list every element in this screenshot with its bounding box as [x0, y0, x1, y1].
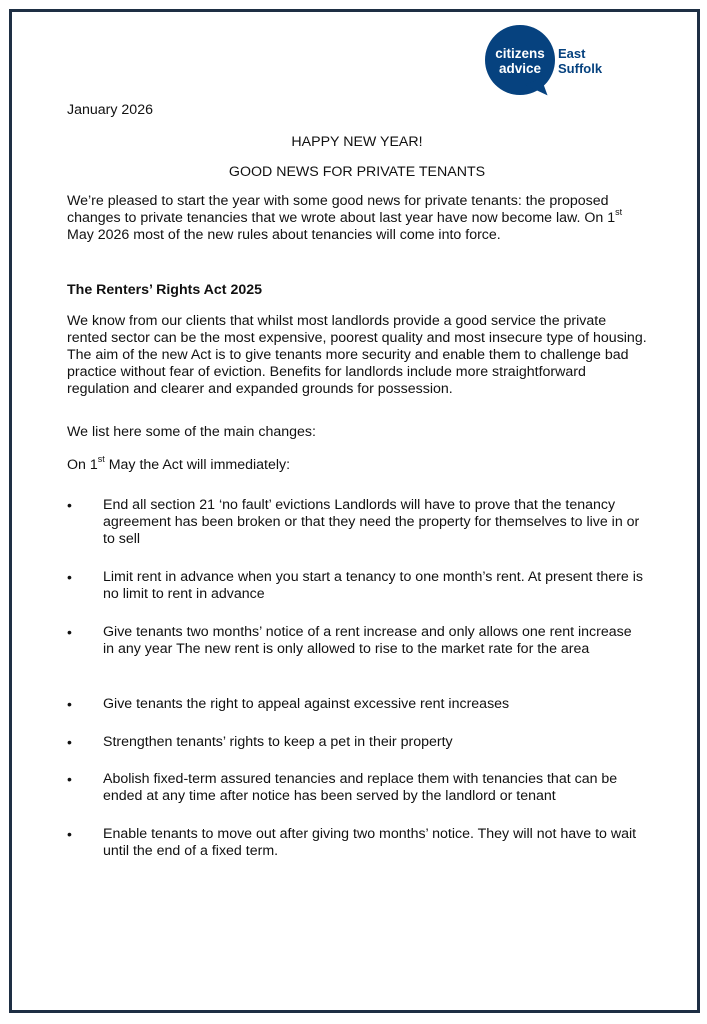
list-item: Strengthen tenants’ rights to keep a pet in their property: [103, 734, 453, 750]
intro-text-part1: We’re pleased to start the year with some good news for private tenants: the proposed changes to private tenancies that we wrote about last year have now become law. On 1: [67, 193, 616, 226]
intro-text-part2: May 2026 most of the new rules about tenancies will come into force.: [67, 227, 501, 243]
immediate-text-part2: May the Act will immediately:: [104, 457, 291, 473]
list-item: Give tenants two months’ notice of a rent increase and only allows one rent increase in any year The new rent is only allowed to rise to the market rate for the area: [103, 624, 632, 657]
intro-paragraph: [67, 193, 647, 244]
list-item: End all section 21 ‘no fault’ evictions Landlords will have to prove that the tenancy agreement has been broken or that they need the property for themselves to live in or to sell: [103, 497, 640, 547]
section-heading: The Renters’ Rights Act 2025: [67, 282, 263, 298]
list-item: Give tenants the right to appeal against excessive rent increases: [103, 696, 510, 712]
title-happy-new-year: HAPPY NEW YEAR!: [291, 134, 423, 150]
list-item: Limit rent in advance when you start a tenancy to one month’s rent. At present there is no limit to rent in advance: [103, 569, 643, 602]
immediate-text-part1: On 1: [67, 457, 98, 473]
logo-location-suffolk: Suffolk: [558, 61, 603, 76]
bullet-marker: •: [67, 569, 72, 585]
intro-superscript: st: [615, 207, 623, 218]
logo-location-east: East: [558, 46, 586, 61]
logo-text-citizens: citizens: [495, 46, 545, 61]
bullet-marker: •: [67, 497, 72, 513]
bullet-marker: •: [67, 826, 72, 842]
citizens-advice-logo: [485, 25, 615, 101]
list-intro: We list here some of the main changes:: [67, 424, 316, 440]
list-item: Enable tenants to move out after giving two months’ notice. They will not have to wait until the end of a fixed term.: [103, 826, 637, 859]
bullet-marker: •: [67, 696, 72, 712]
bullet-marker: •: [67, 771, 72, 787]
bullet-marker: •: [67, 624, 72, 640]
immediate-superscript: st: [97, 454, 105, 465]
logo-text-advice: advice: [498, 61, 542, 76]
body-paragraph: We know from our clients that whilst most landlords provide a good service the private rented sector can be the most expensive, poorest quality and most insecure type of housing. The aim of the new Act is to give tenants more security and enable them to challenge bad practice without fear of eviction. Benefits for landlords include more straightforward regulation and clearer and expanded grounds for possession.: [67, 313, 647, 397]
title-good-news: GOOD NEWS FOR PRIVATE TENANTS: [228, 164, 486, 180]
bullet-marker: •: [67, 734, 72, 750]
list-item: Abolish fixed-term assured tenancies and replace them with tenancies that can be ended at any time after notice has been served by the landlord or tenant: [103, 771, 618, 804]
immediate-intro: [67, 454, 647, 474]
letter-date: January 2026: [67, 102, 153, 118]
